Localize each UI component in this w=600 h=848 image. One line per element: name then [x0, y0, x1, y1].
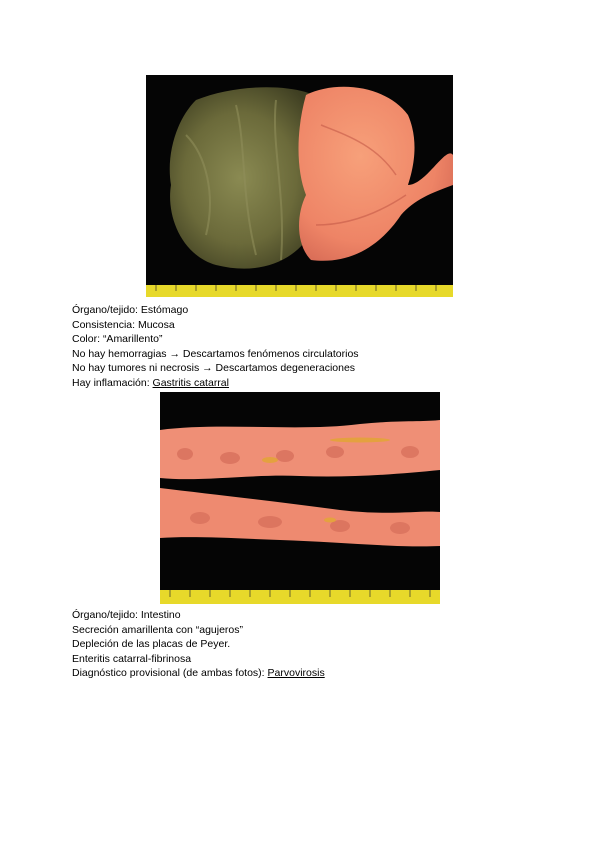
stomach-consistency-line: Consistencia: Mucosa — [72, 318, 175, 331]
stomach-organ-line: Órgano/tejido: Estómago — [72, 304, 189, 316]
intestine-specimen-image — [160, 392, 440, 604]
stomach-photo — [146, 75, 453, 297]
intestine-description — [72, 608, 325, 681]
diagnosis-value: Parvovirosis — [267, 667, 325, 680]
stomach-specimen-image — [146, 75, 453, 297]
stomach-color-value: “Amarillento” — [102, 333, 163, 346]
intestine-finding-3: Enteritis catarral-fibrinosa — [72, 652, 192, 665]
intestine-organ-value: Intestino — [140, 609, 181, 621]
intestine-finding-2: Depleción de las placas de Peyer. — [72, 638, 231, 651]
stomach-consistency-value: Mucosa — [137, 318, 175, 331]
stomach-inflammation-line: Hay inflamación: Gastritis catarral — [72, 376, 229, 389]
stomach-description — [72, 303, 359, 391]
intestine-photo — [160, 392, 440, 604]
stomach-inflammation-value: Gastritis catarral — [152, 376, 229, 389]
intestine-organ-line: Órgano/tejido: Intestino — [72, 609, 181, 621]
stomach-tumor-note: No hay tumores ni necrosis → Descartamos degeneraciones — [72, 362, 356, 375]
diagnosis-line: Diagnóstico provisional (de ambas fotos): Parvovirosis — [72, 667, 325, 680]
intestine-finding-1: Secreción amarillenta con “agujeros” — [72, 623, 243, 636]
stomach-color-line: Color: “Amarillento” — [72, 333, 163, 346]
stomach-organ-value: Estómago — [140, 304, 189, 316]
stomach-hemorrhage-note: No hay hemorragias → Descartamos fenómenos circulatorios — [72, 347, 359, 360]
